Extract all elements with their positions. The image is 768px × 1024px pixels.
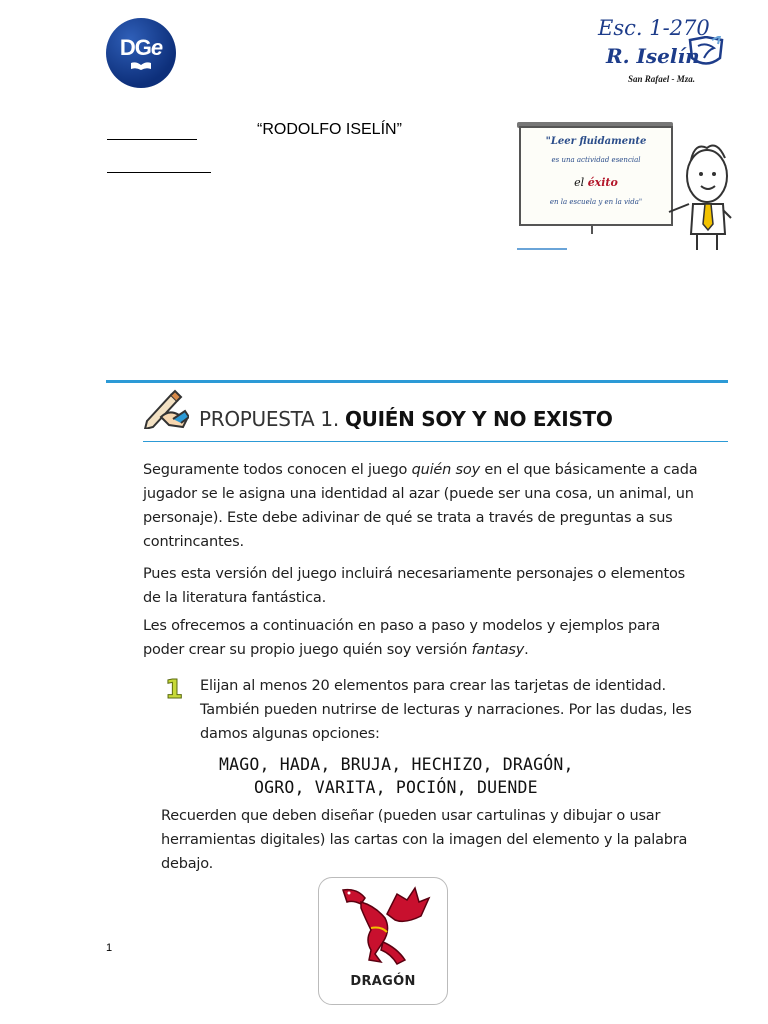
version-paragraph: Pues esta versión del juego incluirá necesariamente personajes o elementos de la literatura fantástica.	[143, 566, 685, 606]
school-logo-number: Esc. 1-270	[598, 16, 710, 40]
dragon-icon	[335, 884, 431, 966]
example-card	[318, 877, 448, 1005]
poster-line-1: "Leer fluidamente	[545, 136, 647, 147]
options-list	[219, 753, 574, 799]
school-title: “RODOLFO ISELÍN”	[257, 121, 402, 138]
offer-paragraph: Les ofrecemos a continuación en paso a paso y modelos y ejemplos para poder crear su propio juego quién soy versión fantasy.	[143, 618, 661, 658]
step-text: Elijan al menos 20 elementos para crear las tarjetas de identidad. También pueden nutrirse de lecturas y narraciones. Por las dudas, les damos algunas opciones:	[200, 678, 692, 742]
school-logo	[590, 14, 730, 90]
dge-logo	[106, 18, 176, 88]
blank-line	[107, 139, 197, 140]
pencil-hand-icon	[143, 389, 189, 429]
poster-line-2: es una actividad esencial	[551, 156, 641, 164]
options-line-2: OGRO, VARITA, POCIÓN, DUENDE	[254, 778, 538, 797]
poster-highlight: éxito	[587, 176, 618, 189]
step-number: 1	[165, 675, 184, 705]
card-label: DRAGÓN	[350, 974, 416, 989]
intro-paragraph: Seguramente todos conocen el juego quién soy en el que básicamente a cada jugador se le asigna una identidad al azar (puede ser una cosa, un animal, un personaje). Este debe adivinar de qué se trata a través de preguntas a sus contrincantes.	[143, 462, 698, 550]
dge-logo-text: DGe	[119, 35, 163, 60]
options-line-1: MAGO, HADA, BRUJA, HECHIZO, DRAGÓN,	[219, 755, 574, 774]
poster-line-4: en la escuela y en la vida"	[549, 198, 643, 206]
design-paragraph: Recuerden que deben diseñar (pueden usar cartulinas y dibujar o usar herramientas digitales) las cartas con la imagen del elemento y la palabra debajo.	[161, 808, 688, 872]
poster-line-3: el éxito	[574, 176, 618, 189]
book-icon	[130, 62, 152, 70]
board-stand	[591, 224, 593, 234]
school-logo-name: R. Iselín	[606, 44, 700, 68]
teacher-character-icon	[667, 120, 733, 254]
page-number: 1	[106, 942, 113, 954]
reading-poster	[517, 120, 732, 254]
section-heading: PROPUESTA 1. QUIÉN SOY Y NO EXISTO	[199, 407, 613, 431]
presentation-board	[519, 126, 673, 226]
section-top-rule	[106, 380, 728, 383]
heading-rule	[143, 441, 728, 442]
school-logo-location: San Rafael - Mza.	[628, 74, 696, 84]
school-shield-icon	[686, 36, 726, 70]
poster-underline	[517, 248, 567, 250]
blank-line	[107, 172, 211, 173]
